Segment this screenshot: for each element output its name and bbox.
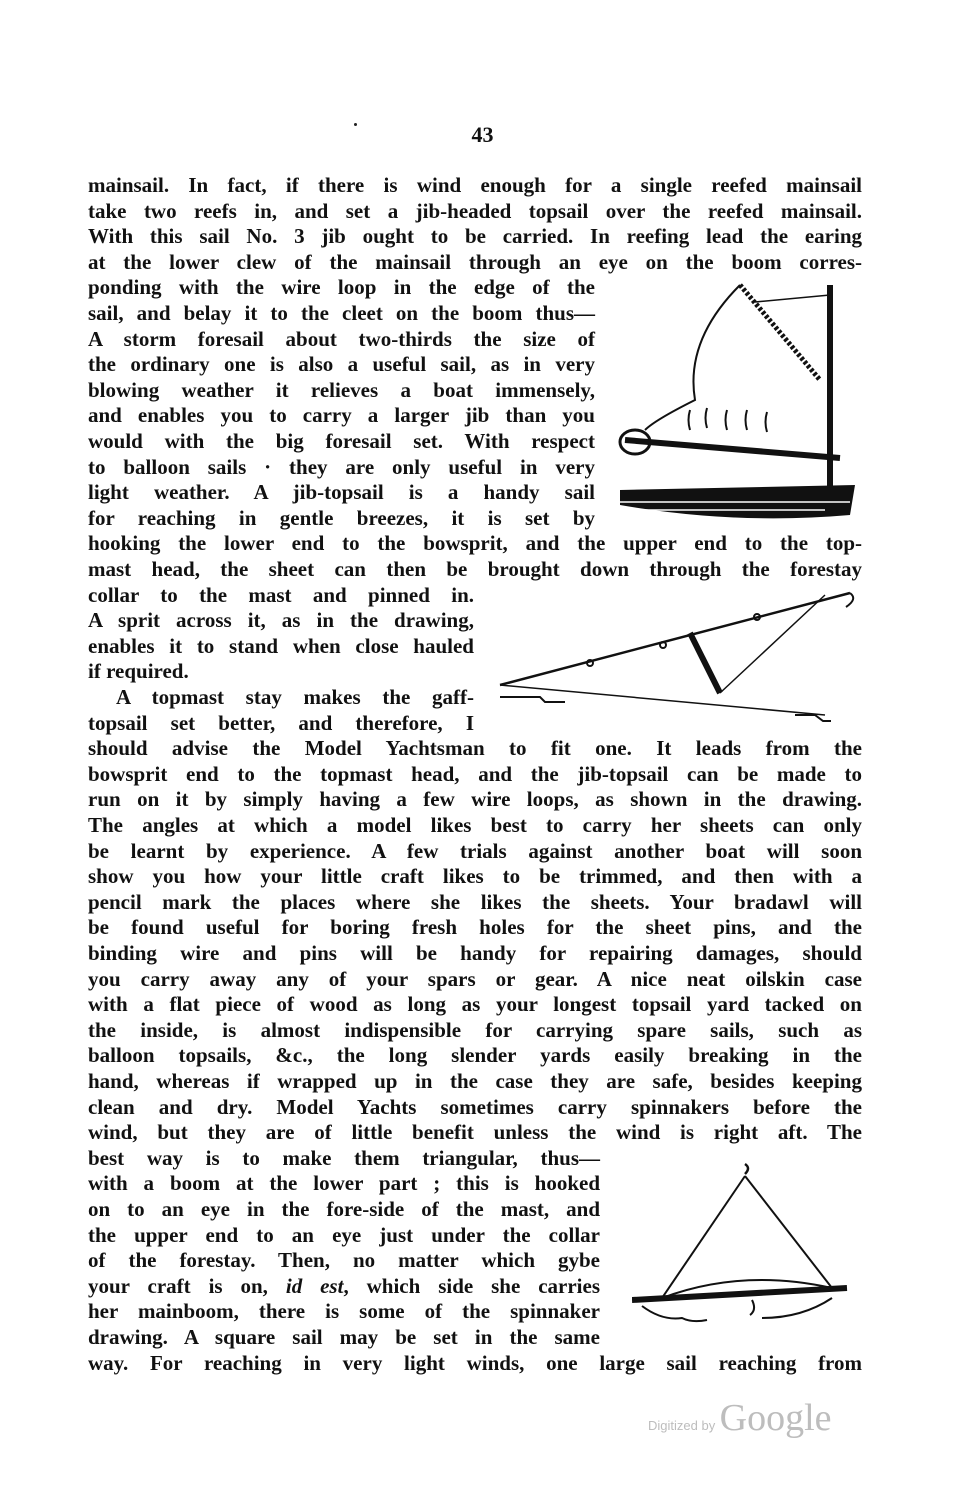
google-watermark: Digitized by Google [648, 1397, 832, 1439]
jib-topsail-sprit-diagram [495, 585, 860, 735]
text-line: with a flat piece of wood as long as your longest topsail yard tacked on [88, 992, 862, 1017]
text-line: way. For reaching in very light winds, one large sail reaching from [88, 1350, 862, 1375]
page-number: 43 [471, 122, 494, 147]
text-line: clean and dry. Model Yachts sometimes carry spinnakers before the [88, 1094, 862, 1119]
text-line: run on it by simply having a few wire loops, as shown in the drawing. [88, 787, 862, 812]
text-line: with a boom at the lower part ; this is hooked [88, 1171, 600, 1196]
text-line: mast head, the sheet can then be brought down through the forestay [88, 557, 862, 581]
text-line: to balloon sails · they are only useful in very [88, 454, 595, 479]
text-line: of the forestay. Then, no matter which gybe [88, 1248, 600, 1273]
boat-reefed-sail-illustration [615, 280, 865, 525]
text-line: mainsail. In fact, if there is wind enough for a single reefed mainsail [88, 173, 862, 197]
triangular-spinnaker-diagram [632, 1158, 852, 1343]
text-line: binding wire and pins will be handy for repairing damages, should [88, 941, 862, 965]
text-line: A storm foresail about two-thirds the size of [88, 326, 595, 351]
text-line: should advise the Model Yachtsman to fit one. It leads from the [88, 736, 862, 761]
text-line: at the lower clew of the mainsail through an eye on the boom corres- [88, 249, 862, 274]
text-line: The angles at which a model likes best to carry her sheets can only [88, 813, 862, 837]
text-line: bowsprit end to the topmast head, and the jib-topsail can be made to [88, 761, 862, 786]
text-line: on to an eye in the fore-side of the mast, and [88, 1197, 600, 1221]
text-line: With this sail No. 3 jib ought to be carried. In reefing lead the earing [88, 224, 862, 249]
ink-speck [354, 123, 357, 126]
text-line: enables it to stand when close hauled [88, 633, 474, 658]
text-line: collar to the mast and pinned in. [88, 582, 474, 607]
text-line: ponding with the wire loop in the edge of the [88, 275, 595, 300]
text-line: for reaching in gentle breezes, it is set by [88, 505, 595, 530]
text-line: the ordinary one is also a useful sail, as in very [88, 352, 595, 377]
text-line: sail, and belay it to the cleet on the boom thus— [88, 301, 595, 325]
text-segment: your craft is on, [88, 1273, 286, 1298]
text-line: pencil mark the places where she likes the sheets. Your bradawl will [88, 889, 862, 914]
text-line: her mainboom, there is some of the spinnaker [88, 1299, 600, 1324]
text-line: show you how your little craft likes to be trimmed, and then with a [88, 864, 862, 889]
text-line: and enables you to carry a larger jib than you [88, 403, 595, 428]
text-line: the inside, is almost indispensible for carrying spare sails, such as [88, 1017, 862, 1042]
text-line: blowing weather it relieves a boat immensely, [88, 377, 595, 402]
text-segment: , which side she carries [343, 1273, 600, 1298]
text-line: best way is to make them triangular, thus— [88, 1145, 600, 1170]
text-line: hand, whereas if wrapped up in the case they are safe, besides keeping [88, 1069, 862, 1093]
text-line [88, 1273, 600, 1299]
text-line: take two reefs in, and set a jib-headed topsail over the reefed mainsail. [88, 198, 862, 223]
text-line: A topmast stay makes the gaff- [116, 685, 474, 709]
text-line: A sprit across it, as in the drawing, [88, 608, 474, 633]
italic-phrase: id est [285, 1273, 344, 1298]
text-line: wind, but they are of little benefit unless the wind is right aft. The [88, 1120, 862, 1145]
text-line: would with the big foresail set. With respect [88, 429, 595, 453]
text-line: balloon topsails, &c., the long slender yards easily breaking in the [88, 1043, 862, 1068]
text-line: topsail set better, and therefore, I [88, 710, 474, 735]
text-line: drawing. A square sail may be set in the same [88, 1325, 600, 1349]
text-line: if required. [88, 659, 189, 684]
text-line: be found useful for boring fresh holes for the sheet pins, and the [88, 915, 862, 940]
text-line: you carry away any of your spars or gear. A nice neat oilskin case [88, 966, 862, 991]
text-line: hooking the lower end to the bowsprit, and the upper end to the top- [88, 531, 862, 556]
text-line: light weather. A jib-topsail is a handy sail [88, 480, 595, 505]
text-line: be learnt by experience. A few trials against another boat will soon [88, 838, 862, 863]
text-line: the upper end to an eye just under the collar [88, 1222, 600, 1247]
